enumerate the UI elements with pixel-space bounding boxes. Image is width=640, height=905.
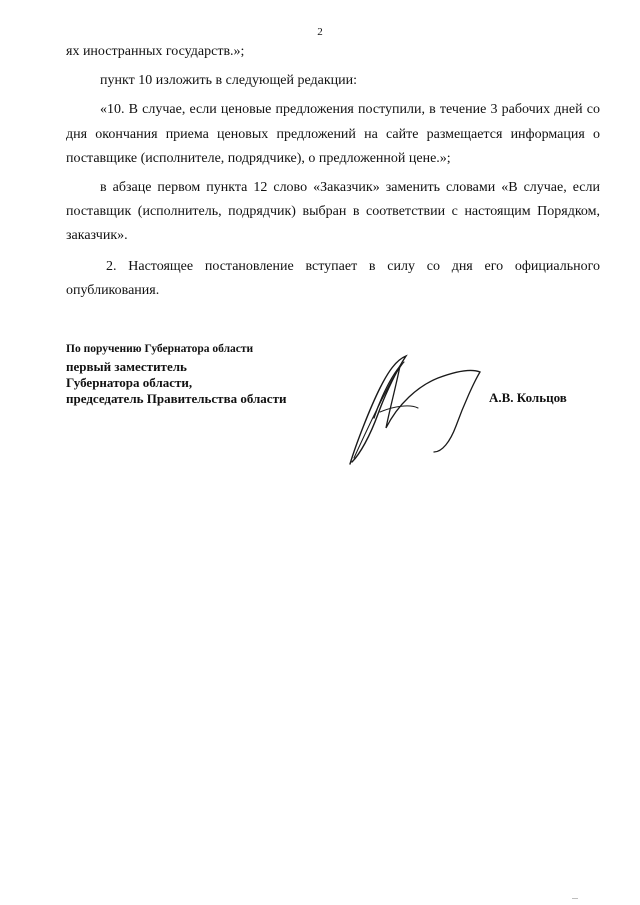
paragraph-item-12-change: в абзаце первом пункта 12 слово «Заказчик» заменить словами «В случае, если поставщик (исполнитель, подрядчик) выбран в соответствии с настоящим Порядком, заказчик».: [66, 180, 600, 244]
scan-mark: ...: [572, 892, 578, 901]
handwritten-signature: [338, 352, 488, 472]
signature-block: [66, 341, 286, 407]
signature-line-position-2: Губернатора области,: [66, 375, 193, 390]
signature-line-position-3: председатель Правительства области: [66, 391, 287, 406]
signer-name: А.В. Кольцов: [489, 390, 567, 405]
document-body: [66, 40, 600, 308]
signature-line-position-1: первый заместитель: [66, 359, 187, 374]
page-number: 2: [317, 26, 323, 38]
paragraph-continuation: ях иностранных государств.»;: [66, 44, 245, 59]
paragraph-effective-date: 2. Настоящее постановление вступает в силу со дня его официального опубликования.: [66, 258, 600, 298]
paragraph-item-10-text: «10. В случае, если ценовые предложения поступили, в течение 3 рабочих дней со дня окончания приема ценовых предложений на сайте размещается информация о поставщике (исполнителе, подрядчике), о предложенной цене.»;: [66, 102, 600, 166]
paragraph-item-10-intro: пункт 10 изложить в следующей редакции:: [100, 73, 357, 89]
signature-line-authority: По поручению Губернатора области: [66, 343, 254, 355]
